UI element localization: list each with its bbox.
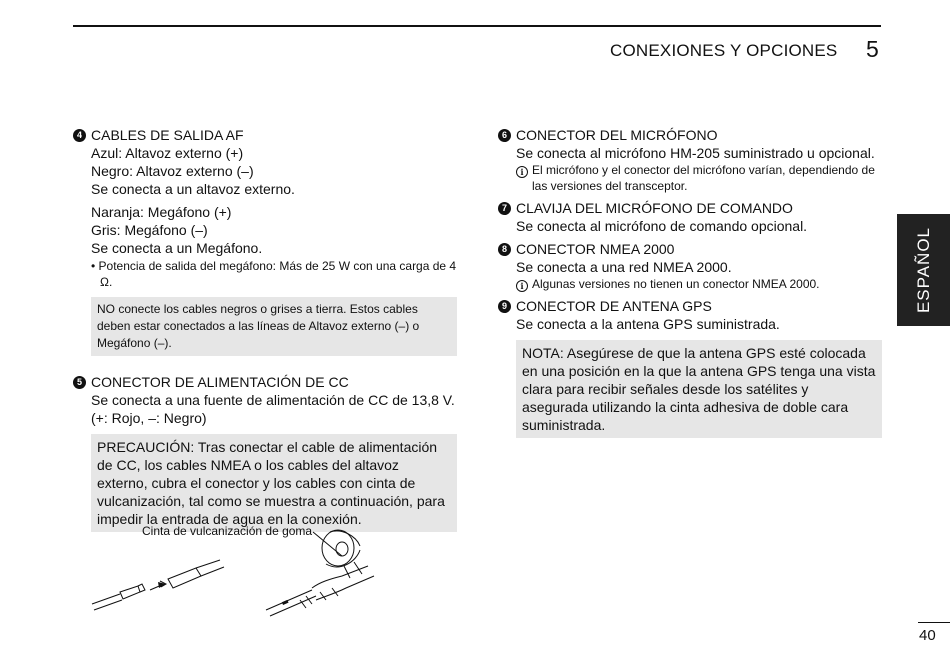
footer-rule xyxy=(918,622,950,623)
section-number-badge: 6 xyxy=(498,129,511,142)
vulcanization-tape-illustration xyxy=(80,522,380,622)
section-text: Se conecta al micrófono de comando opcional. xyxy=(516,218,808,234)
bullet-note: • Potencia de salida del megáfono: Más de 25 W con una carga de 4 Ω. xyxy=(91,259,457,289)
info-icon: i xyxy=(516,166,528,178)
info-note-text: Algunas versiones no tienen un conector NMEA 2000. xyxy=(532,277,820,291)
section-dc-power xyxy=(73,373,457,532)
section-text: Se conecta a una fuente de alimentación de CC de 13,8 V. (+: Rojo, –: Negro) xyxy=(91,392,455,426)
section-number-badge: 5 xyxy=(73,376,86,389)
page-header-title: CONEXIONES Y OPCIONES xyxy=(610,41,838,60)
section-title: CONECTOR DE ALIMENTACIÓN DE CC xyxy=(91,374,349,390)
text-line: Se conecta a un altavoz externo. xyxy=(91,181,295,197)
header-rule xyxy=(73,25,881,27)
right-column xyxy=(498,126,882,438)
info-note xyxy=(498,276,882,292)
section-text: Se conecta al micrófono HM-205 suministrado u opcional. xyxy=(516,145,875,161)
caution-box: PRECAUCIÓN: Tras conectar el cable de alimentación de CC, los cables NMEA o los cables del altavoz externo, cubra el conector y los cables con cinta de vulcanización, tal como se muestra a continuación, para impedir la entrada de agua en la conexión. xyxy=(91,434,457,532)
language-tab-label: ESPAÑOL xyxy=(913,226,933,314)
text-line: Naranja: Megáfono (+) xyxy=(91,204,232,220)
page-number: 40 xyxy=(919,627,936,644)
section-title: CONECTOR NMEA 2000 xyxy=(516,241,675,257)
warning-note-box: NO conecte los cables negros o grises a tierra. Estos cables deben estar conectados a las líneas de Altavoz externo (–) o Megáfono (–). xyxy=(91,297,457,356)
section-number-badge: 8 xyxy=(498,243,511,256)
section-number-badge: 4 xyxy=(73,129,86,142)
info-icon: i xyxy=(516,280,528,292)
text-line: Azul: Altavoz externo (+) xyxy=(91,145,244,161)
section-title: CABLES DE SALIDA AF xyxy=(91,127,244,143)
section-af-output xyxy=(73,126,457,356)
info-note xyxy=(498,162,882,194)
language-tab xyxy=(897,214,950,326)
text-line: Negro: Altavoz externo (–) xyxy=(91,163,254,179)
section-number-badge: 9 xyxy=(498,300,511,313)
section-gps-antenna xyxy=(498,297,882,438)
left-column xyxy=(73,126,457,532)
text-line: Gris: Megáfono (–) xyxy=(91,222,208,238)
chapter-number: 5 xyxy=(866,36,879,62)
section-microphone xyxy=(498,126,882,194)
section-text: Se conecta a la antena GPS suministrada. xyxy=(516,316,780,332)
section-number-badge: 7 xyxy=(498,202,511,215)
gps-note-box: NOTA: Asegúrese de que la antena GPS esté colocada en una posición en la que la antena GPS tenga una vista clara para recibir señales desde los satélites y asegurada utilizando la cinta adhesiva de doble cara suministrada. xyxy=(516,340,882,438)
section-title: CONECTOR DEL MICRÓFONO xyxy=(516,127,718,143)
section-title: CONECTOR DE ANTENA GPS xyxy=(516,298,712,314)
figure-label: Cinta de vulcanización de goma xyxy=(142,524,313,538)
section-command-mic xyxy=(498,199,882,235)
info-note-text: El micrófono y el conector del micrófono varían, dependiendo de las versiones del transceptor. xyxy=(532,163,875,193)
section-title: CLAVIJA DEL MICRÓFONO DE COMANDO xyxy=(516,200,793,216)
section-nmea2000 xyxy=(498,240,882,292)
section-text: Se conecta a una red NMEA 2000. xyxy=(516,259,732,275)
text-line: Se conecta a un Megáfono. xyxy=(91,240,263,256)
